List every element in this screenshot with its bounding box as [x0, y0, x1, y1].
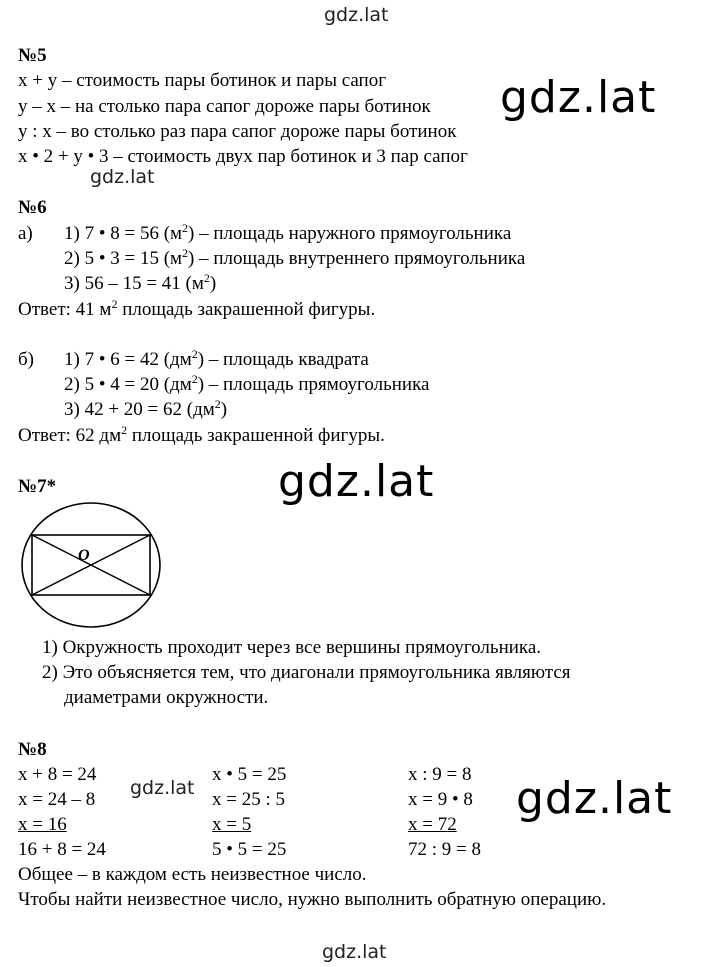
- task6-a-step-2: 2) 5 • 3 = 15 $(м^2)$ – площадь внутреннего прямоугольника: [64, 246, 526, 269]
- task5-line-3: y : x – во столько раз пара сапог дороже пары ботинок: [18, 121, 457, 142]
- task7-line-2: 2) Это объясняется тем, что диагонали прямоугольника являются: [42, 662, 571, 683]
- task6-title: №6: [18, 197, 47, 218]
- task6-part-a-label: а): [18, 223, 33, 244]
- task6-b-step-2: 2) 5 • 4 = 20 $(дм^2)$ – площадь прямоугольника: [64, 372, 430, 395]
- task6-part-b-label: б): [18, 349, 34, 370]
- task5-title: №5: [18, 45, 47, 66]
- task8-conclusion-2: Чтобы найти неизвестное число, нужно выполнить обратную операцию.: [18, 889, 607, 910]
- watermark-big-3: gdz.lat: [516, 773, 673, 824]
- circle-rectangle-figure: [18, 500, 164, 630]
- watermark-small-1: gdz.lat: [90, 166, 155, 188]
- center-label: O: [78, 547, 90, 564]
- watermark-bottom: gdz.lat: [322, 941, 387, 963]
- task8-col3-row3: x = 72: [408, 814, 457, 835]
- task8-col2-row1: x • 5 = 25: [212, 764, 287, 785]
- watermark-big-1: gdz.lat: [500, 72, 657, 123]
- task8-col1-row4: 16 + 8 = 24: [18, 839, 106, 860]
- task8-col3-row4: 72 : 9 = 8: [408, 839, 481, 860]
- task6-a-answer: Ответ: 41 $м^2$ площадь закрашенной фигуры.: [18, 297, 376, 320]
- task5-line-2: y – x – на столько пара сапог дороже пары ботинок: [18, 96, 431, 117]
- task8-col2-row4: 5 • 5 = 25: [212, 839, 287, 860]
- task6-b-answer: Ответ: 62 $дм^2$ площадь закрашенной фигуры.: [18, 423, 385, 446]
- task7-line-1: 1) Окружность проходит через все вершины прямоугольника.: [42, 637, 542, 658]
- task6-b-step-3: 3) 42 + 20 = 62 $(дм^2)$: [64, 397, 228, 420]
- task5-line-4: x • 2 + y • 3 – стоимость двух пар ботинок и 3 пар сапог: [18, 146, 468, 167]
- watermark-small-2: gdz.lat: [130, 777, 195, 799]
- task8-col1-row3: x = 16: [18, 814, 67, 835]
- task8-col2-row2: x = 25 : 5: [212, 789, 285, 810]
- task8-title: №8: [18, 739, 47, 760]
- task5-line-1: x + y – стоимость пары ботинок и пары сапог: [18, 70, 387, 91]
- task8-col1-row1: x + 8 = 24: [18, 764, 97, 785]
- task7-line-3: диаметрами окружности.: [64, 687, 269, 708]
- task6-b-step-1: 1) 7 • 6 = 42 $(дм^2)$ – площадь квадрата: [64, 347, 369, 370]
- task8-col1-row2: x = 24 – 8: [18, 789, 96, 810]
- task6-a-step-3: 3) 56 – 15 = 41 $(м^2)$: [64, 271, 217, 294]
- task8-conclusion-1: Общее – в каждом есть неизвестное число.: [18, 864, 367, 885]
- watermark-big-2: gdz.lat: [278, 456, 435, 507]
- task6-a-step-1: 1) 7 • 8 = 56 $(м^2)$ – площадь наружного прямоугольника: [64, 221, 512, 244]
- task8-col3-row1: x : 9 = 8: [408, 764, 472, 785]
- watermark-top: gdz.lat: [324, 4, 389, 26]
- task8-col2-row3: x = 5: [212, 814, 252, 835]
- task8-col3-row2: x = 9 • 8: [408, 789, 473, 810]
- task7-title: №7*: [18, 476, 57, 497]
